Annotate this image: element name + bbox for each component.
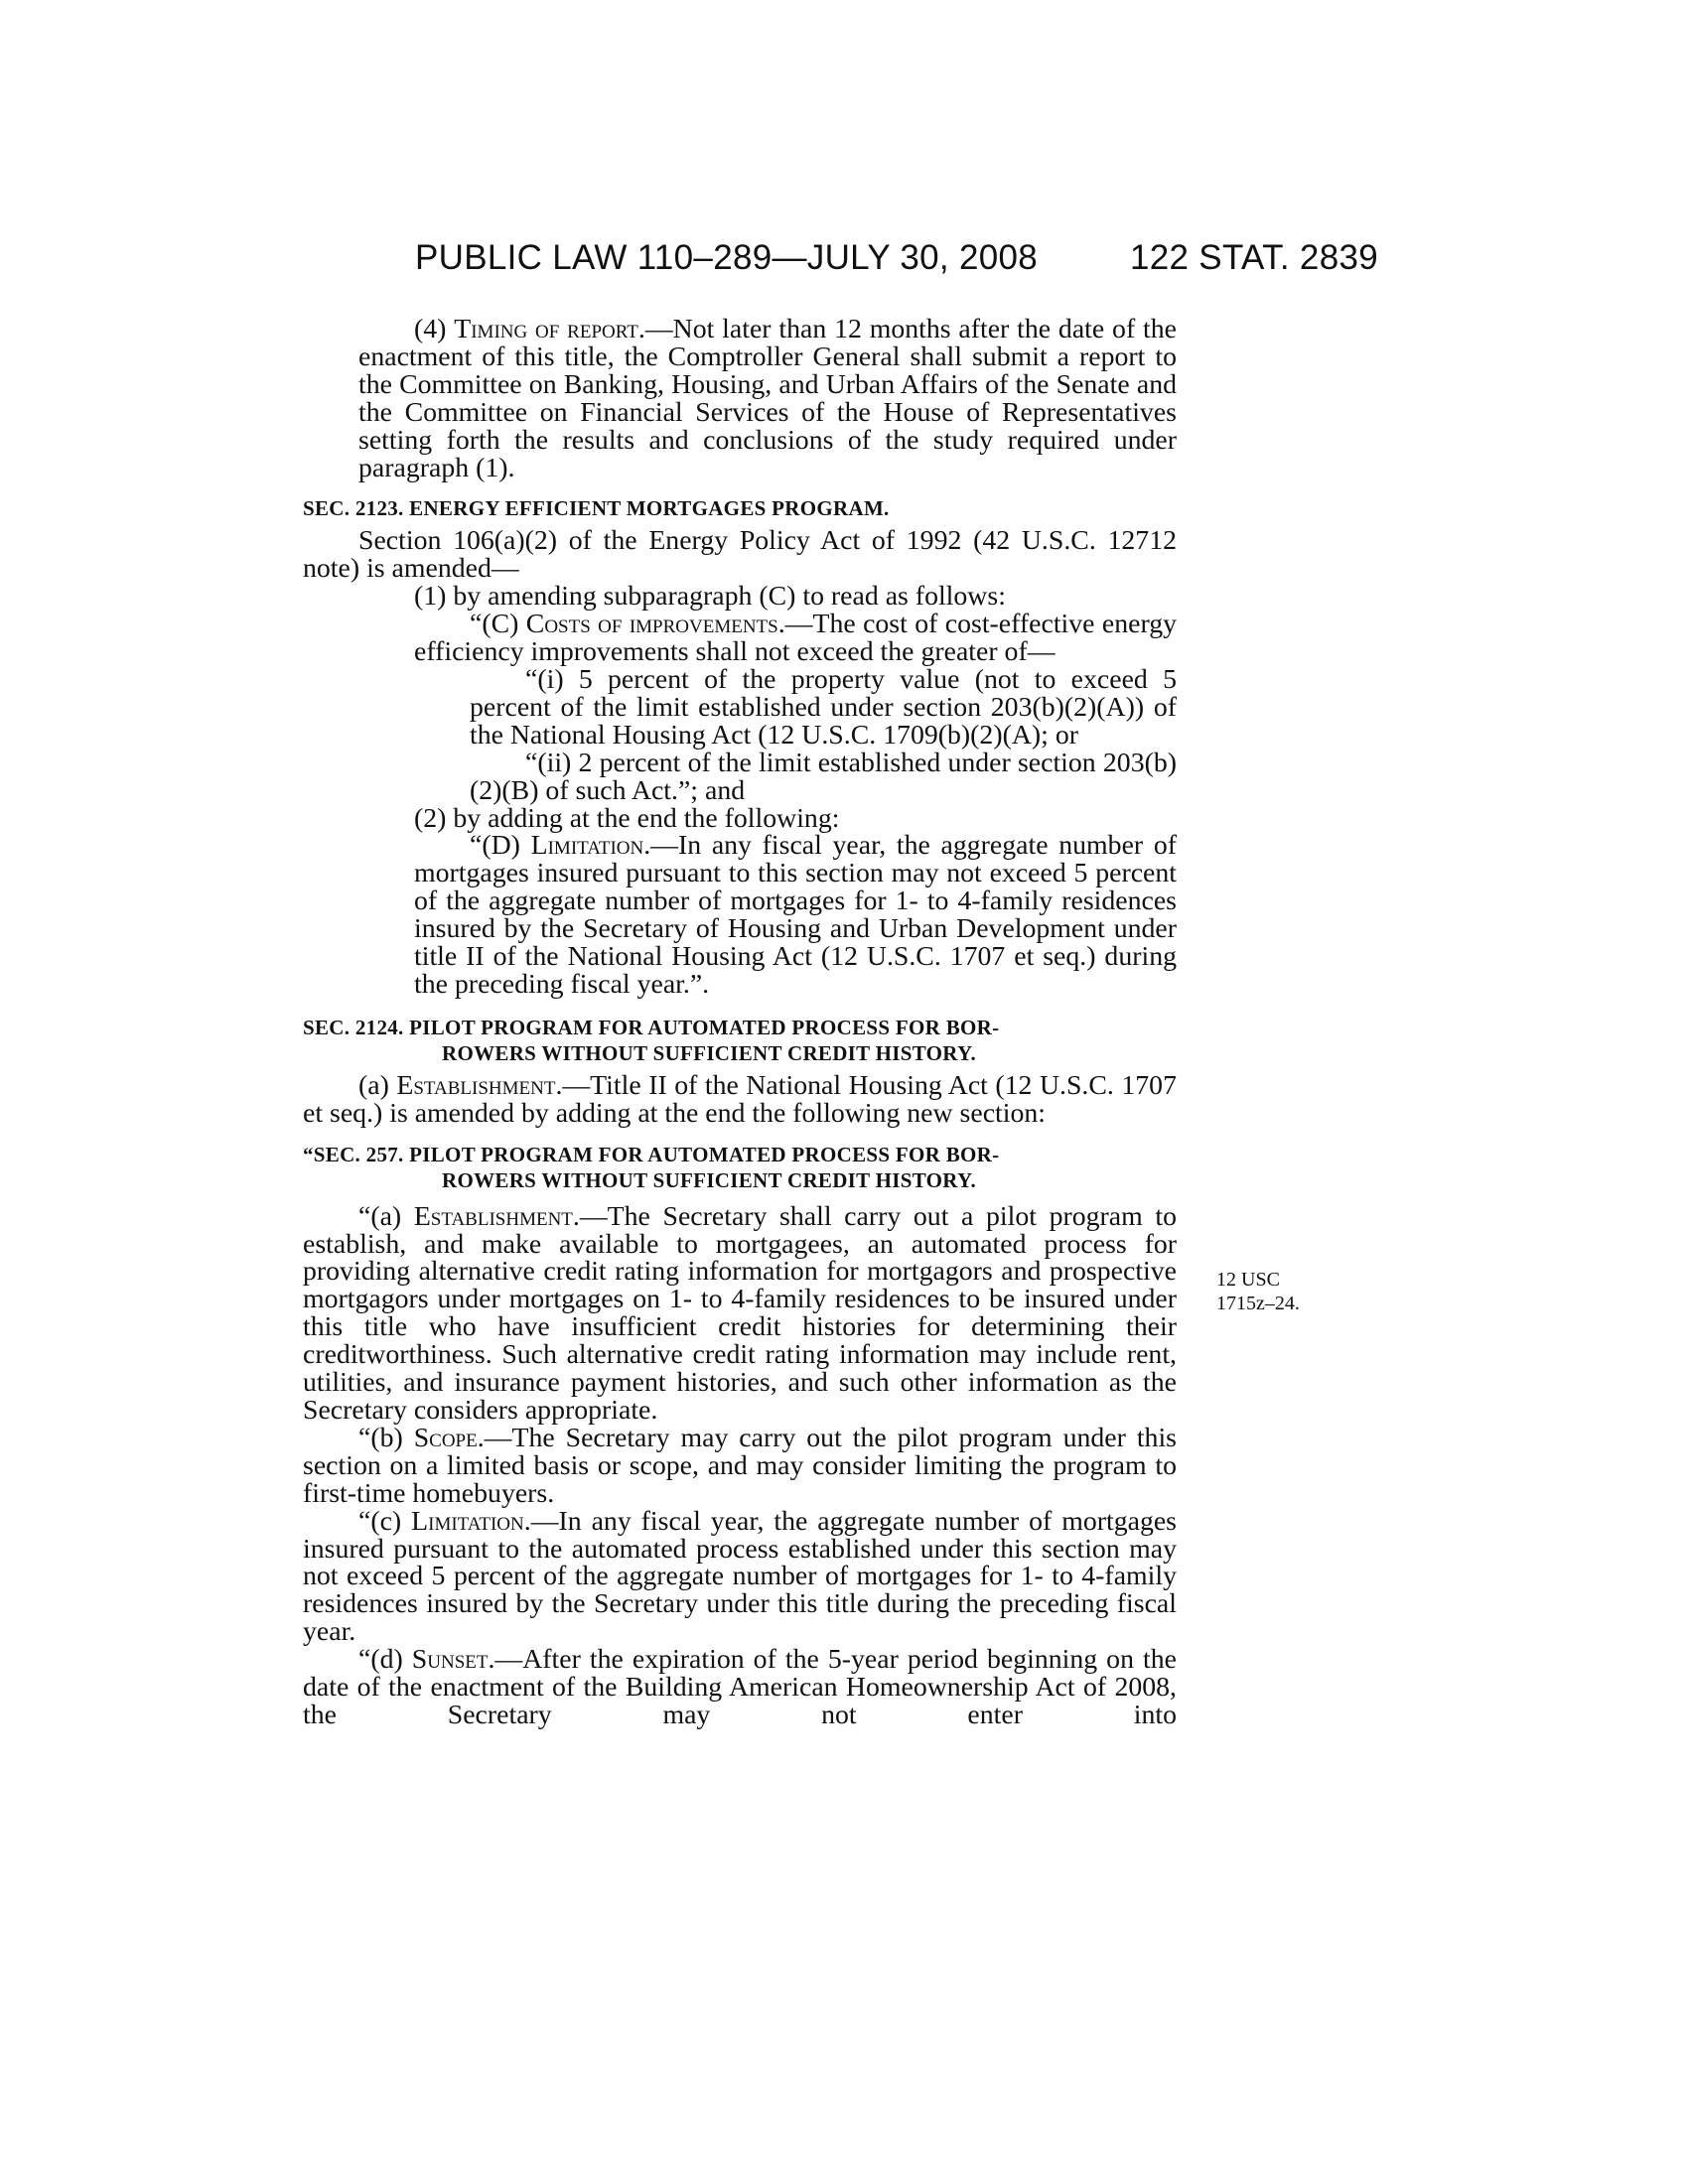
para-heading: Scope <box>413 1422 478 1453</box>
para-lead: “(C) <box>470 609 526 640</box>
section-257-b <box>303 1422 1177 1509</box>
para-heading: Limitation <box>411 1505 524 1537</box>
clause-i: “(i) 5 percent of the property value (not to exceed 5 percent of the limit established under section 203(b)(2)(A)) of the National Housing Act (12 U.S.C. 1709(b)(2)(A); or <box>470 663 1177 751</box>
margin-note <box>1216 1268 1300 1315</box>
section-2124-heading <box>303 1015 1177 1066</box>
para-lead: (a) <box>358 1069 397 1101</box>
document-body <box>303 316 1177 1729</box>
para-lead: “(c) <box>358 1505 412 1537</box>
clause-ii: “(ii) 2 percent of the limit established under section 203(b)(2)(B) of such Act.”; and <box>470 747 1177 806</box>
para-text: .—After the expiration of the 5-year period beginning on the date of the enactment of the Building American Homeownership Act of 2008, the Secretary may not enter into <box>303 1644 1177 1730</box>
para-text: .—Not later than 12 months after the date of the enactment of this title, the Comptroller General shall submit a report to the Committee on Banking, Housing, and Urban Affairs of the Senate and the Committee on Financial Services of the House of Representatives setting forth the results and conclusions of the study required under paragraph (1). <box>358 314 1177 483</box>
section-257-c <box>303 1505 1177 1648</box>
para-lead: (4) <box>414 314 455 344</box>
section-heading-line1: “SEC. 257. PILOT PROGRAM FOR AUTOMATED PROCESS FOR BOR- <box>303 1142 1000 1166</box>
section-257-heading <box>303 1142 1177 1193</box>
para-text: .—The Secretary shall carry out a pilot program to establish, and make available to mortgagees, an automated process for providing alternative credit rating information for mortgagors and prospective mortgagors under mortgages on 1- to 4-family residences to be insured under this title who have insufficient credit histories for determining their creditworthiness. Such alternative credit rating information may include rent, utilities, and insurance payment histories, and such other information as the Secretary considers appropriate. <box>303 1200 1178 1426</box>
para-text: .—In any fiscal year, the aggregate number of mortgages insured pursuant to the automated process established under this section may not exceed 5 percent of the aggregate number of mortgages for 1- to 4-family residences insured by the Secretary under this title during the preceding fiscal year. <box>303 1505 1177 1648</box>
page-header <box>415 238 1378 288</box>
para-lead: “(D) <box>470 830 531 862</box>
section-2123-item2: (2) by adding at the end the following: <box>414 802 840 834</box>
section-257-a <box>303 1200 1178 1426</box>
header-law-citation: PUBLIC LAW 110–289—JULY 30, 2008 <box>415 238 1039 277</box>
para-heading: Sunset <box>411 1644 489 1676</box>
para-heading: Costs of improvements <box>525 609 778 640</box>
section-heading-line1: SEC. 2124. PILOT PROGRAM FOR AUTOMATED PROCESS FOR BOR- <box>303 1015 1000 1039</box>
margin-note-line2: 1715z–24. <box>1216 1293 1300 1314</box>
para-text: .—The Secretary may carry out the pilot program under this section on a limited basis or scope, and may consider limiting the program to first-time homebuyers. <box>303 1422 1177 1509</box>
para-heading: Establishment <box>413 1200 573 1232</box>
section-257-d <box>303 1646 1177 1729</box>
section-2123-intro: Section 106(a)(2) of the Energy Policy Act of 1992 (42 U.S.C. 12712 note) is amended— <box>303 525 1177 585</box>
para-heading: Timing of report <box>454 314 638 344</box>
para-lead: “(a) <box>358 1200 414 1232</box>
section-heading-line2: ROWERS WITHOUT SUFFICIENT CREDIT HISTORY. <box>442 1040 977 1065</box>
para-lead: “(d) <box>358 1644 412 1676</box>
subparagraph-c <box>303 611 1177 666</box>
para-heading: Establishment <box>396 1069 556 1101</box>
section-heading-line2: ROWERS WITHOUT SUFFICIENT CREDIT HISTORY. <box>442 1167 977 1192</box>
section-2124-a <box>303 1069 1177 1129</box>
paragraph-timing-of-report <box>303 316 1177 481</box>
subparagraph-d <box>303 832 1177 998</box>
header-stat-page: 122 STAT. 2839 <box>1129 238 1378 277</box>
para-text: .—Title II of the National Housing Act (12 U.S.C. 1707 et seq.) is amended by adding at the end the following new section: <box>303 1069 1177 1129</box>
para-heading: Limitation <box>530 830 644 862</box>
margin-note-line1: 12 USC <box>1216 1269 1280 1291</box>
section-2123-heading: SEC. 2123. ENERGY EFFICIENT MORTGAGES PROGRAM. <box>303 496 890 521</box>
para-text: .—In any fiscal year, the aggregate number of mortgages insured pursuant to this section may not exceed 5 percent of the aggregate number of mortgages for 1- to 4-family residences insured by the Secretary of Housing and Urban Development under title II of the National Housing Act (12 U.S.C. 1707 et seq.) during the preceding fiscal year.”. <box>414 830 1178 1000</box>
para-text: .—The cost of cost-effective energy efficiency improvements shall not exceed the greater of— <box>414 609 1178 668</box>
para-lead: “(b) <box>358 1422 414 1453</box>
section-2123-item1: (1) by amending subparagraph (C) to read as follows: <box>414 581 1006 613</box>
